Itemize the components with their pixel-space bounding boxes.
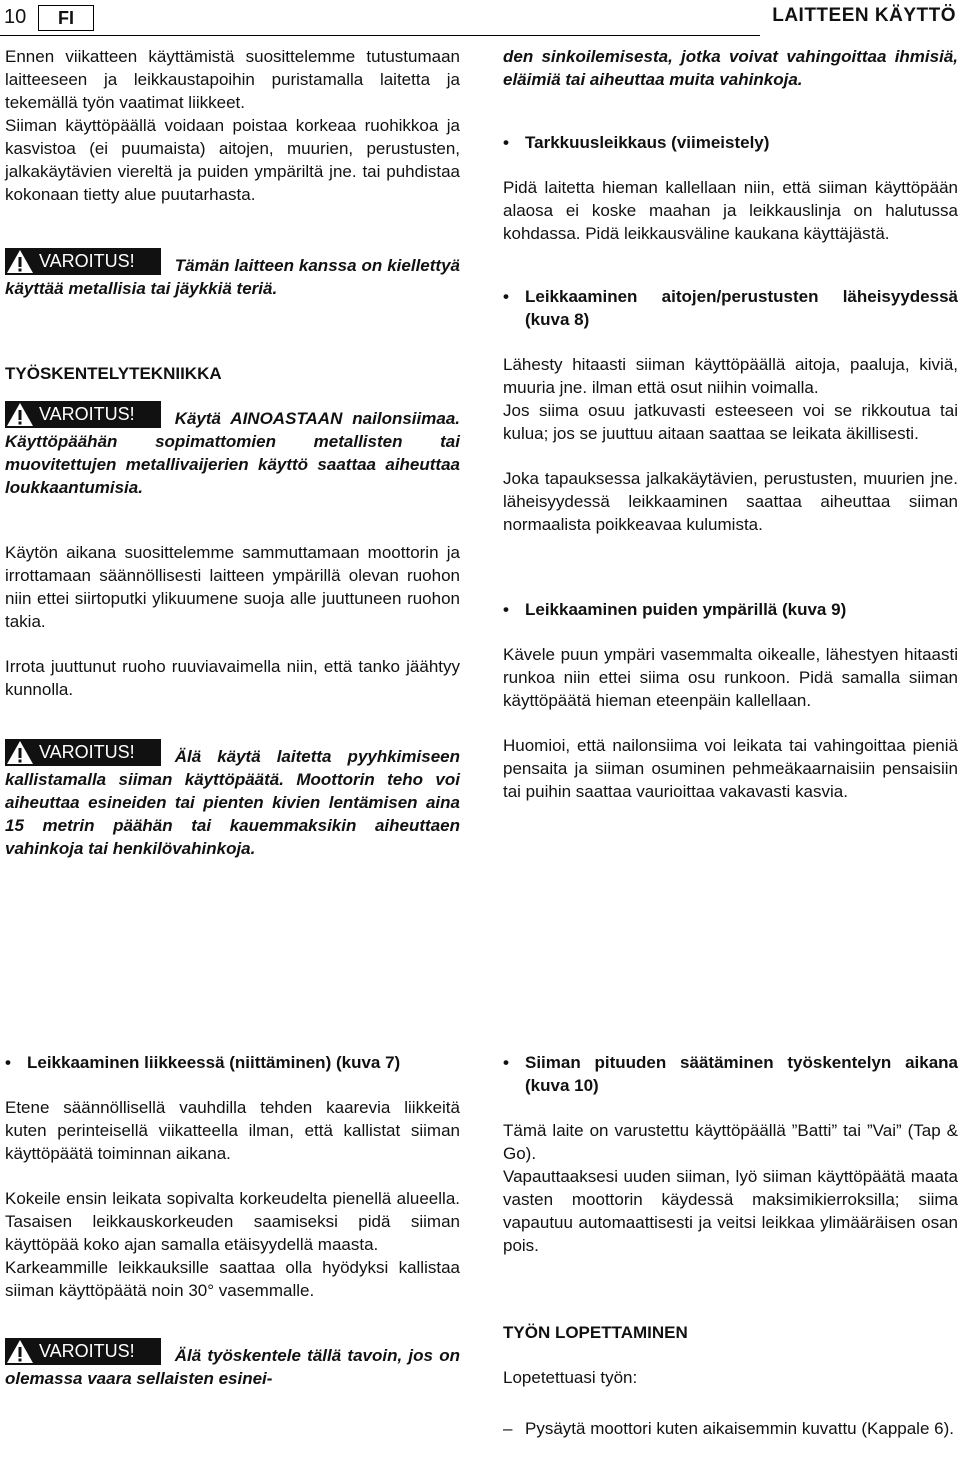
paragraph-precision-cut: Pidä laitetta hieman kallellaan niin, että siiman käyttöpään alaosa ei koske maahan ja leikkauslinja on halutussa kohdassa. Pidä leikkausväline kaukana käyttäjästä. (503, 178, 958, 243)
warning-label: VAROITUS! (39, 251, 135, 271)
paragraph-tap-go: Tämä laite on varustettu käyttöpäällä ”Batti” tai ”Vai” (Tap & Go). (503, 1121, 958, 1163)
bullet-heading: Leikkaaminen aitojen/perustusten läheisyydessä (kuva 8) (525, 287, 958, 329)
bullet-heading: Leikkaaminen puiden ympärillä (kuva 9) (525, 600, 847, 619)
bullet-heading: Siiman pituuden säätäminen työskentelyn aikana (kuva 10) (525, 1053, 958, 1095)
bullet-dot: • (503, 600, 509, 619)
warning-badge (5, 248, 161, 275)
bullet-dot: • (503, 1053, 509, 1072)
warning-continuation: den sinkoilemisesta, jotka voivat vahingoittaa ihmisiä, eläimiä tai aiheuttaa muita vahinkoja. (503, 47, 958, 89)
warning-triangle-icon (5, 401, 35, 428)
bullet-dot: • (503, 287, 509, 306)
header-rule (0, 35, 760, 36)
page-number: 10 (4, 6, 27, 28)
warning-triangle-icon (5, 1338, 35, 1365)
bullet-heading: Tarkkuusleikkaus (viimeistely) (525, 133, 770, 152)
section-title: LAITTEEN KÄYTTÖ (772, 5, 956, 26)
paragraph-tree-walk: Kävele puun ympäri vasemmalta oikealle, lähestyen hitaasti runkoa niin ettei siima osu runkoon. Pidä samalla siiman käyttöpäätä hieman eteenpäin kallellaan. (503, 645, 958, 710)
bullet-line-adjust (503, 1051, 958, 1097)
paragraph-moving-height: Kokeile ensin leikata sopivalta korkeudelta pienellä alueella. Tasaisen leikkauskorkeuden saamiseksi pidä siiman käyttöpää koko ajan samalla etäisyydellä maasta. (5, 1189, 460, 1254)
bullet-dot: • (5, 1053, 11, 1072)
page-header (0, 0, 960, 38)
warning-triangle-icon (5, 248, 35, 275)
paragraph-tree-damage: Huomioi, että nailonsiima voi leikata tai vahingoittaa pieniä pensaita ja siiman osuminen pehmeäkaarnaisiin pensaisiin tai puihin saattaa vaurioittaa vakavasti kasvia. (503, 736, 958, 801)
dash-item-text: Pysäytä moottori kuten aikaisemmin kuvattu (Kappale 6). (525, 1419, 954, 1438)
left-column-bottom (5, 1051, 460, 1390)
warning-nylon (5, 401, 460, 499)
language-label: FI (38, 5, 94, 31)
section-heading-technique: TYÖSKENTELYTEKNIIKKA (5, 364, 222, 383)
warning-text: Älä työskentele tällä tavoin, jos on olemassa vaara sellaisten esinei- (5, 1346, 460, 1388)
section-heading-stop: TYÖN LOPETTAMINEN (503, 1323, 688, 1342)
warning-label: VAROITUS! (39, 404, 135, 424)
warning-sweeping (5, 739, 460, 860)
trimmer-head-paragraph: Siiman käyttöpäällä voidaan poistaa korkeaa ruohikkoa ja kasvistoa (ei puumaista) aitojen, muurien, perustusten, jalkakäytävien viereltä ja puiden ympäriltä jne. tai puhdistaa kokonaan tietty alue puutarhasta. (5, 116, 460, 204)
warning-badge (5, 739, 161, 766)
bullet-precision-cut (503, 131, 958, 154)
paragraph-after-work: Lopetettuasi työn: (503, 1368, 638, 1387)
right-column-top (503, 45, 958, 803)
intro-paragraph: Ennen viikatteen käyttämistä suosittelemme tutustumaan laitteeseen ja leikkaustapoihin puristamalla laitetta ja tekemällä työn vaatimat liikkeet. (5, 47, 460, 112)
warning-objects (5, 1338, 460, 1390)
paragraph-fence-wear: Joka tapauksessa jalkakäytävien, perustusten, muurien jne. läheisyydessä leikkaaminen saattaa aiheuttaa siiman normaalista poikkeavaa kulumista. (503, 469, 958, 534)
warning-badge (5, 1338, 161, 1365)
warning-text: Tämän laitteen kanssa on kiellettyä käyttää metallisia tai jäykkiä teriä. (5, 256, 460, 298)
warning-text: Älä käytä laitetta pyyhkimiseen kallistamalla siiman käyttöpäätä. Moottorin teho voi aiheuttaa esineiden tai pienten kivien lentämisen aina 15 metrin päähän tai kauemmaksikin aiheuttaen vahinkoja tai henkilövahinkoja. (5, 747, 460, 858)
paragraph-moving-tilt: Karkeammille leikkauksille saattaa olla hyödyksi kallistaa siiman käyttöpäätä noin 30° vasemmalle. (5, 1258, 460, 1300)
bullet-heading: Leikkaaminen liikkeessä (niittäminen) (kuva 7) (27, 1053, 401, 1072)
bullet-fence-cut (503, 285, 958, 331)
warning-label: VAROITUS! (39, 742, 135, 762)
bullet-tree-cut (503, 598, 958, 621)
paragraph-remove-grass: Irrota juuttunut ruoho ruuviavaimella niin, että tanko jäähtyy kunnolla. (5, 657, 460, 699)
paragraph-fence-approach: Lähesty hitaasti siiman käyttöpäällä aitoja, paaluja, kiviä, muuria jne. ilman että osut niihin voimalla. (503, 355, 958, 397)
dash-marker: – (503, 1419, 513, 1438)
warning-triangle-icon (5, 739, 35, 766)
warning-text: Käytä AINOASTAAN nailonsiimaa. Käyttöpäähän sopimattomien metallisten tai muovitettujen metallivaijerien käyttö saattaa aiheuttaa loukkaantumisia. (5, 409, 460, 497)
warning-blades (5, 248, 460, 300)
right-column-bottom (503, 1051, 958, 1440)
bullet-dot: • (503, 133, 509, 152)
paragraph-release-line: Vapauttaaksesi uuden siiman, lyö siiman käyttöpäätä maata vasten moottorin käydessä maksimikierroksilla; siima vapautuu automaattisesti ja veitsi leikkaa ylimääräisen osan pois. (503, 1167, 958, 1255)
warning-label: VAROITUS! (39, 1341, 135, 1361)
bullet-moving-cut (5, 1051, 460, 1074)
paragraph-stop-engine: Käytön aikana suosittelemme sammuttamaan moottorin ja irrottamaan säännöllisesti laitteen ympärillä olevan ruohon niin ettei siirtoputki ylikuumene suoja alle juuttuneen ruohon takia. (5, 543, 460, 631)
left-column-top (5, 45, 460, 860)
warning-badge (5, 401, 161, 428)
paragraph-moving-pace: Etene säännöllisellä vauhdilla tehden kaarevia liikkeitä kuten perinteisellä viikatteella ilman, että kallistat siiman käyttöpäätä toiminnan aikana. (5, 1098, 460, 1163)
dash-item-stop-engine (503, 1417, 958, 1440)
paragraph-fence-hit: Jos siima osuu jatkuvasti esteeseen voi se rikkoutua tai kulua; jos se juuttuu aitaan saattaa se leikata äkillisesti. (503, 401, 958, 443)
